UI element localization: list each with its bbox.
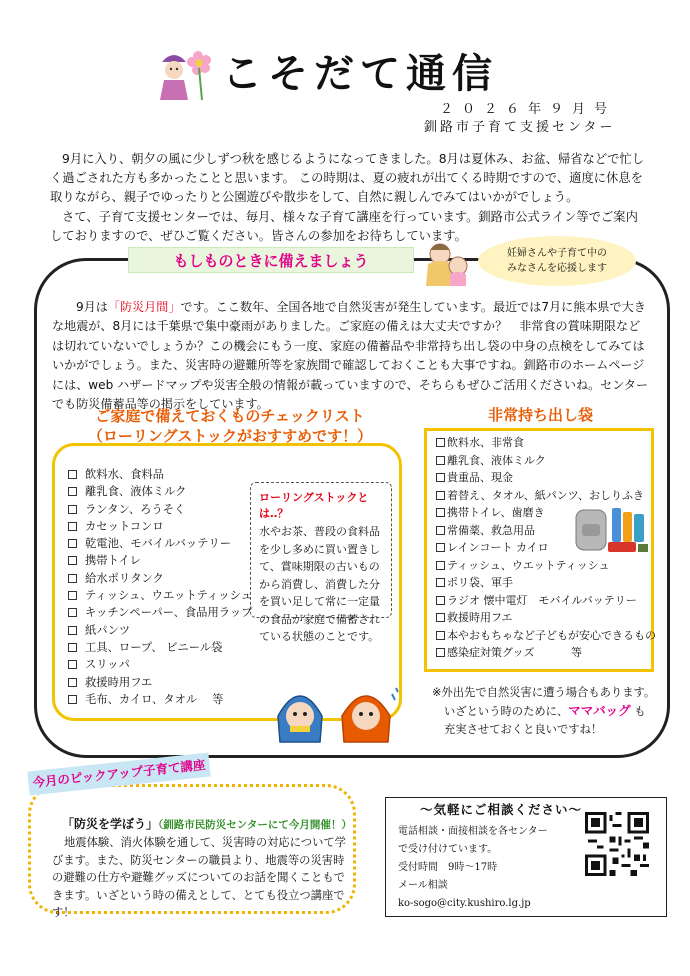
consult-hours: 受付時間 9時～17時	[398, 862, 498, 873]
checkbox-icon	[436, 613, 445, 622]
checkbox-icon	[436, 648, 445, 657]
checkbox-icon	[436, 508, 445, 517]
bag-item	[436, 627, 656, 645]
bag-item-label: 着替え、タオル、紙パンツ、おしりふき	[447, 488, 645, 502]
checkbox-icon	[68, 574, 77, 583]
checklist-item-label: 紙パンツ	[85, 623, 131, 637]
outing-note-before: いざという時のために、	[444, 705, 569, 718]
checkbox-icon	[68, 539, 77, 548]
girl-flower-logo-icon	[150, 40, 216, 106]
checklist-item-label: キッチンペーパー、食品用ラップ	[85, 606, 253, 620]
checkbox-icon	[68, 487, 77, 496]
seminar-title: 「防災を学ぼう」	[62, 817, 159, 831]
checklist-item-label: 給水ポリタンク	[85, 571, 164, 585]
support-bubble-line-2: みなさんを応援します	[507, 263, 607, 274]
checkbox-icon	[68, 643, 77, 652]
checklist-item	[68, 535, 252, 552]
rolling-stock-body: 水やお茶、普段の食料品を少し多めに買い置きして、賞味期限の古いものから消費し、消費した分を買い足して常に一定量の食品が家庭で備蓄されている状態のことです。	[259, 525, 380, 643]
bag-item	[436, 574, 656, 592]
checklist-item	[68, 604, 252, 621]
consultation-details	[398, 823, 548, 913]
checkbox-icon	[68, 695, 77, 704]
bag-item	[436, 469, 656, 487]
checklist-item	[68, 518, 252, 535]
checklist-item-label: スリッパ	[85, 658, 130, 672]
checkbox-icon	[436, 596, 445, 605]
consultation-title: ～気軽にご相談ください～	[420, 802, 583, 817]
checkbox-icon	[68, 591, 77, 600]
mama-bag-highlight: ママバッグ	[568, 703, 631, 718]
checklist-title	[60, 406, 400, 446]
main-text-after: です。ここ数年、全国各地で自然災害が発生しています。最近では7月に熊本県で大きな地震が、8月には千葉県で集中豪雨がありました。ご家庭の備えは大丈夫ですか？ 非常食の賞味期限などは切れていないでしょうか？この機会にもう一度、家庭の備蓄品や非常持ち出し袋の中身の点検をしてみてはいかがでしょう。また、災害時の避難所等を家族間で確認しておくことも大事ですね。釧路市のホームページには、web ハザードマップや災害全般の情報が載っていますので、そちらもぜひご活用くださいね。センターでも防災備蓄品等の掲示をしています。	[52, 300, 649, 412]
bag-item	[436, 452, 656, 470]
checklist-item-label: ティッシュ、ウエットティッシュ	[85, 589, 252, 603]
bag-item	[436, 557, 656, 575]
home-checklist	[68, 466, 252, 708]
bag-item-label: 携帯トイレ、歯磨き	[447, 506, 545, 519]
outing-note-after: も	[634, 705, 646, 718]
checklist-item	[68, 639, 252, 656]
checkbox-icon	[436, 473, 445, 482]
bag-item-label: 救援時用フエ	[447, 611, 513, 624]
checklist-title-line-1: ご家庭で備えておくものチェックリスト	[95, 407, 365, 425]
bag-item-label: 飲料水、非常食	[447, 436, 524, 449]
bag-item-label: 貴重品、現金	[447, 471, 513, 484]
checkbox-icon	[436, 526, 445, 535]
outing-note-line-3: 充実させておくと良いですね！	[444, 723, 603, 736]
bag-item	[436, 609, 656, 627]
mother-baby-icon	[420, 238, 476, 288]
issue-date: ２０２６年９月号	[440, 102, 617, 117]
checklist-item	[68, 691, 252, 708]
checklist-item	[68, 622, 252, 639]
section-banner: もしものときに備えましょう	[128, 247, 414, 273]
bag-item-label: ティッシュ、ウエットティッシュ	[447, 558, 610, 572]
hood-mascots-icon	[270, 676, 400, 748]
checkbox-icon	[436, 578, 445, 587]
seminar-description: 地震体験、消火体験を通して、災害時の対応について学びます。また、防災センターの職員より、地震等の災害時の避難の仕方や避難グッズについてのお話を聞くこともできます。いざという時の備えとして、とても役立つ講座です！	[52, 836, 346, 920]
checklist-item-label: カセットコンロ	[85, 519, 164, 533]
checklist-item	[68, 501, 252, 518]
rolling-stock-title: ローリングストックとは‥？	[259, 491, 369, 520]
checklist-item-label: 携帯トイレ	[85, 554, 141, 568]
bag-item-label: 離乳食、液体ミルク	[447, 453, 546, 467]
intro-paragraph-2: さて、子育て支援センターでは、毎月、様々な子育て講座を行っています。釧路市公式ライン等でご案内しておりますので、ぜひご覧ください。皆さんの参加をお待ちしています。	[50, 209, 638, 243]
checklist-item-label: 工具、ロープ、 ビニール袋	[85, 640, 223, 654]
bag-item-label: レインコート カイロ	[447, 541, 549, 554]
checklist-item	[68, 483, 252, 500]
intro-paragraph-1: 9月に入り、朝夕の風に少しずつ秋を感じるようになってきました。8月は夏休み、お盆、帰省などで忙しく過ごされた方も多かったことと思います。 この時期は、夏の疲れが出てくる時期ですので、適度に休息を取りながら、親子でゆったりと公園遊びや散歩をして、自然に親しんでみてはいかがでしょう。	[50, 152, 645, 205]
checklist-item	[68, 587, 252, 604]
checklist-item	[68, 656, 252, 673]
rolling-stock-note	[250, 482, 392, 643]
disaster-paragraph	[52, 298, 652, 414]
newsletter-title: こそだて通信	[222, 51, 498, 97]
qr-code-icon[interactable]	[585, 812, 649, 876]
bag-item	[436, 592, 656, 610]
disaster-month-highlight: 「防災月間」	[107, 300, 181, 314]
checklist-item	[68, 466, 252, 483]
checkbox-icon	[68, 470, 77, 479]
checklist-item-label: 乾電池、モバイルバッテリー	[85, 537, 232, 551]
checklist-title-line-2: （ローリングストックがおすすめです！）	[87, 427, 373, 445]
checklist-item-label: 離乳食、液体ミルク	[85, 485, 187, 499]
seminar-venue: （釧路市民防災センターにて今月開催！）	[158, 819, 352, 831]
bag-item-label: 感染症対策グッズ 等	[447, 646, 582, 659]
checkbox-icon	[436, 438, 445, 447]
checkbox-icon	[68, 522, 77, 531]
checklist-item	[68, 674, 252, 691]
checkbox-icon	[436, 456, 445, 465]
intro-section	[50, 150, 650, 246]
checkbox-icon	[68, 678, 77, 687]
main-text-before: 9月は	[76, 300, 108, 314]
outing-note-line-1: ※外出先で自然災害に遭う場合もあります。	[432, 686, 656, 699]
checklist-item	[68, 552, 252, 569]
checklist-item-label: ランタン、ろうそく	[85, 502, 186, 516]
consult-email[interactable]: ko-sogo@city.kushiro.lg.jp	[398, 898, 531, 909]
checkbox-icon	[68, 626, 77, 635]
checklist-item-label: 毛布、カイロ、タオル 等	[85, 692, 224, 706]
emergency-supplies-icon	[572, 500, 650, 558]
seminar-heading	[62, 815, 352, 832]
bag-item-label: 常備薬、救急用品	[447, 523, 535, 537]
checkbox-icon	[68, 505, 77, 514]
consult-line: 電話相談・面接相談を各センター	[398, 826, 548, 837]
checkbox-icon	[68, 556, 77, 565]
consult-line: メール相談	[398, 880, 448, 891]
bag-item-label: ポリ袋、軍手	[447, 576, 513, 589]
checklist-item-label: 飲料水、食料品	[85, 468, 165, 481]
checkbox-icon	[68, 660, 77, 669]
emergency-bag-title: 非常持ち出し袋	[488, 406, 594, 424]
checkbox-icon	[68, 608, 77, 617]
checkbox-icon	[436, 561, 445, 570]
support-bubble-line-1: 妊婦さんや子育て中の	[507, 248, 607, 259]
checkbox-icon	[436, 491, 445, 500]
bag-item	[436, 644, 656, 662]
outing-note	[432, 684, 672, 739]
consult-line: で受け付けています。	[398, 844, 498, 855]
bag-item-label: ラジオ 懐中電灯 モバイルバッテリー	[447, 593, 637, 607]
checklist-item	[68, 570, 252, 587]
issuer-name: 釧路市子育て支援センター	[424, 120, 616, 135]
checklist-item-label: 救援時用フエ	[85, 675, 153, 689]
bag-item	[436, 434, 656, 452]
support-bubble	[478, 236, 636, 286]
bag-item-label: 本やおもちゃなど子どもが安心できるもの	[447, 628, 656, 642]
pickup-seminar-label: 今月のピックアップ子育て講座	[27, 753, 211, 796]
checkbox-icon	[436, 543, 445, 552]
checkbox-icon	[436, 631, 445, 640]
